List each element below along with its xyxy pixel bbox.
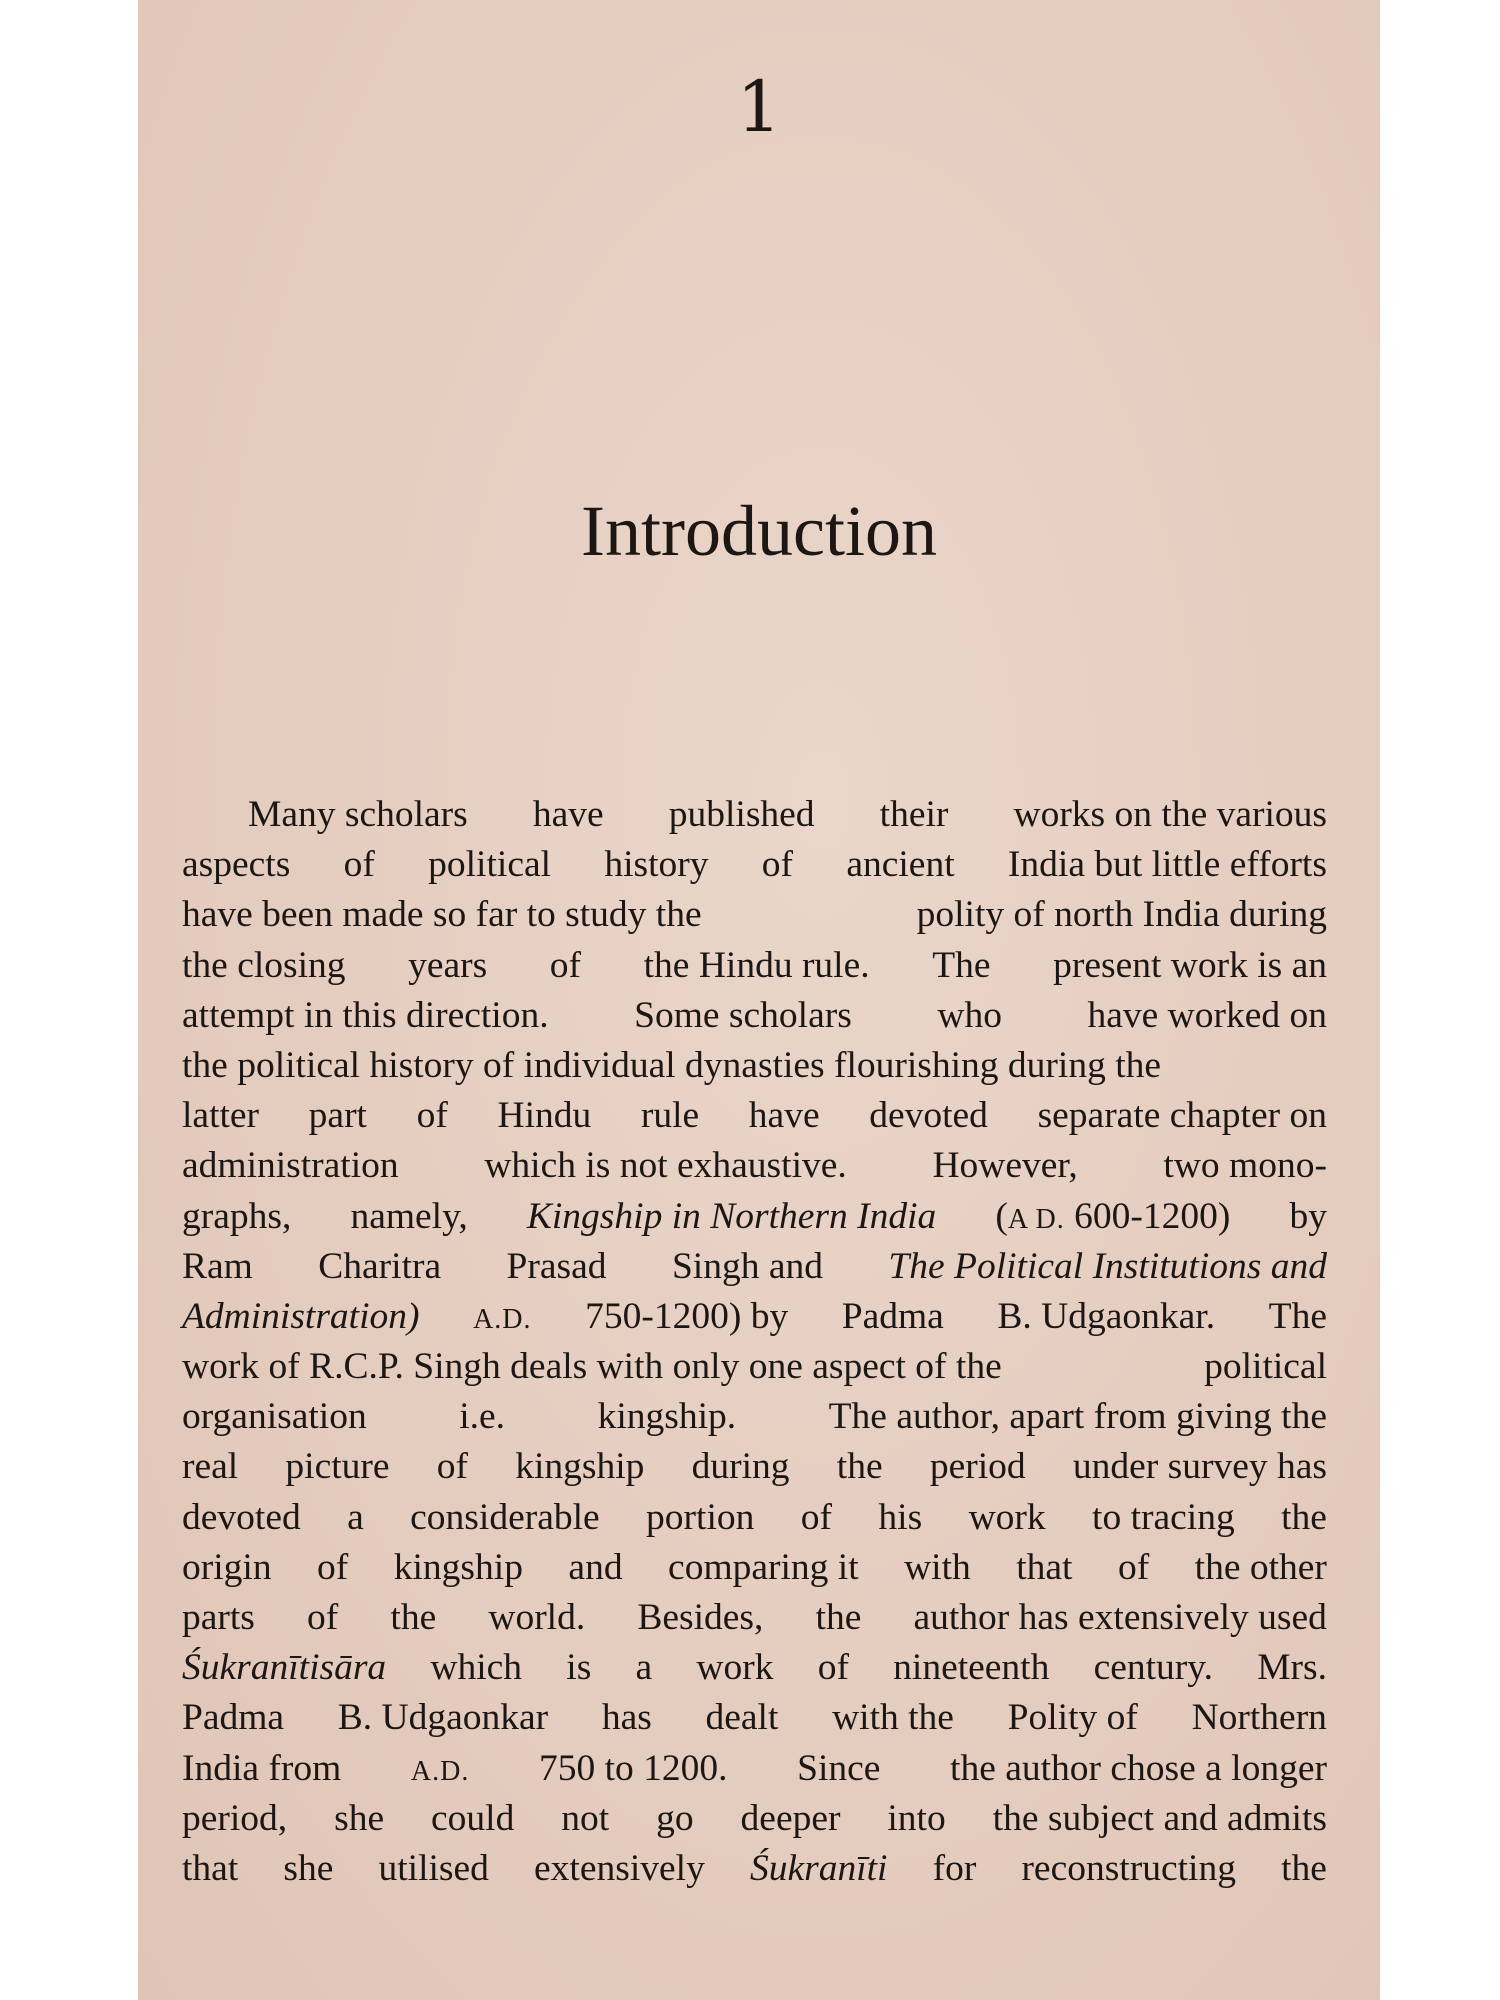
- word: the: [836, 1446, 883, 1488]
- word: not: [561, 1797, 610, 1839]
- word: B. Udgaonkar: [337, 1697, 549, 1739]
- word: present work is an: [1053, 944, 1327, 986]
- word: Prasad: [506, 1245, 607, 1287]
- word: the author chose a longer: [950, 1747, 1327, 1789]
- word: a: [635, 1647, 653, 1689]
- word: their: [879, 794, 949, 835]
- word: of: [307, 1597, 339, 1638]
- chapter-title: Introduction: [581, 491, 937, 571]
- word: Since: [797, 1747, 881, 1789]
- word: of: [416, 1095, 448, 1137]
- word: Padma: [182, 1697, 285, 1739]
- text-line: [182, 1242, 1327, 1292]
- word: the: [390, 1597, 437, 1638]
- word: The Political Institutions and: [888, 1245, 1327, 1287]
- word: However,: [932, 1145, 1078, 1187]
- word: deeper: [740, 1797, 841, 1839]
- word: during: [691, 1446, 790, 1488]
- word: that: [1016, 1546, 1073, 1588]
- word: political: [428, 844, 552, 886]
- text-line: [182, 1744, 1327, 1794]
- text-line: [182, 1643, 1327, 1693]
- word: organisation: [182, 1396, 367, 1438]
- word: graphs,: [182, 1195, 292, 1237]
- word: devoted: [869, 1095, 988, 1137]
- text-line: [182, 1693, 1327, 1743]
- text-line: [182, 991, 1327, 1041]
- word: Hindu: [497, 1095, 592, 1137]
- book-page: [138, 0, 1380, 2000]
- word: of: [317, 1546, 349, 1588]
- word: dealt: [705, 1697, 779, 1739]
- word: rule: [640, 1095, 700, 1137]
- word: the Hindu rule.: [643, 944, 870, 986]
- word: Polity of: [1007, 1697, 1138, 1739]
- word: that: [182, 1847, 239, 1889]
- word: period: [929, 1446, 1026, 1488]
- word: the subject and admits: [992, 1797, 1327, 1839]
- text-line: [182, 1292, 1327, 1342]
- word: attempt in this direction.: [182, 994, 549, 1036]
- word: she: [334, 1797, 385, 1839]
- word: Kingship in Northern India: [526, 1195, 937, 1237]
- word: real: [182, 1446, 239, 1488]
- word: of: [343, 844, 375, 886]
- word: administration: [182, 1145, 399, 1187]
- word: nineteenth: [893, 1647, 1050, 1689]
- word: is: [566, 1647, 592, 1689]
- text-line: [182, 941, 1327, 991]
- word: reconstructing: [1021, 1847, 1236, 1889]
- word: considerable: [410, 1496, 600, 1538]
- word: i.e.: [459, 1396, 506, 1438]
- word: India from: [182, 1747, 342, 1789]
- word: parts: [182, 1597, 255, 1638]
- word: kingship.: [597, 1396, 737, 1438]
- text-line: [182, 840, 1327, 890]
- word: origin: [182, 1546, 272, 1588]
- word: have worked on: [1087, 994, 1327, 1036]
- word: work of R.C.P. Singh deals with only one aspect of the: [182, 1346, 1002, 1388]
- word: work: [696, 1647, 774, 1689]
- text-line: [182, 1794, 1327, 1844]
- word: the political history of individual dynasties flourishing during the: [182, 1044, 1162, 1086]
- word: separate chapter on: [1037, 1095, 1327, 1137]
- word: years: [408, 944, 488, 986]
- word: into: [887, 1797, 946, 1839]
- word: The author, apart from giving the: [828, 1396, 1327, 1438]
- word: the: [1281, 1847, 1327, 1889]
- word: with: [904, 1546, 971, 1588]
- word: work: [968, 1496, 1046, 1538]
- word: portion: [646, 1496, 755, 1538]
- word: have been made so far to study the: [182, 894, 702, 936]
- word: part: [308, 1095, 367, 1137]
- word: Padma: [841, 1295, 944, 1337]
- word: A.D.: [473, 1303, 532, 1335]
- word: have: [532, 794, 604, 835]
- word: B. Udgaonkar.: [997, 1295, 1216, 1337]
- word: world.: [488, 1597, 586, 1638]
- word: which: [430, 1647, 523, 1689]
- word: who: [937, 994, 1002, 1036]
- text-line: [182, 790, 1327, 840]
- word: aspects: [182, 844, 291, 886]
- word: two mono-: [1163, 1145, 1327, 1187]
- word: by: [1289, 1195, 1327, 1237]
- word: century.: [1093, 1647, 1213, 1689]
- text-line: [182, 1392, 1327, 1442]
- word: of: [817, 1647, 849, 1689]
- text-line: [182, 1493, 1327, 1543]
- text-line: [182, 1442, 1327, 1492]
- word: his: [878, 1496, 923, 1538]
- word: Singh and: [671, 1245, 823, 1287]
- word: Śukranītisāra: [182, 1647, 387, 1689]
- word: Śukranīti: [749, 1847, 888, 1889]
- text-line: [182, 1091, 1327, 1141]
- word: Many scholars: [248, 794, 468, 835]
- word: 750-1200) by: [585, 1295, 789, 1337]
- word: namely,: [350, 1195, 468, 1237]
- word: the: [815, 1597, 862, 1638]
- word: she: [283, 1847, 334, 1889]
- word: have: [748, 1095, 820, 1137]
- text-line: [182, 1342, 1327, 1392]
- word: Besides,: [637, 1597, 764, 1638]
- text-line: [182, 1141, 1327, 1191]
- word: Mrs.: [1257, 1647, 1327, 1689]
- word: and: [568, 1546, 623, 1588]
- word: with the: [832, 1697, 954, 1739]
- word: for: [932, 1847, 977, 1889]
- word: to tracing: [1092, 1496, 1235, 1538]
- word: the: [1281, 1496, 1327, 1538]
- word: utilised: [378, 1847, 489, 1889]
- word: The: [1268, 1295, 1327, 1337]
- text-line: [182, 1543, 1327, 1593]
- word: could: [431, 1797, 515, 1839]
- word: ancient: [846, 844, 955, 886]
- text-line: [182, 1192, 1327, 1242]
- word: works on the various: [1013, 794, 1327, 835]
- word: Some scholars: [634, 994, 852, 1036]
- text-line: [182, 1041, 1327, 1091]
- chapter-number: 1: [736, 66, 782, 148]
- text-line: [182, 890, 1327, 940]
- word: Administration): [182, 1295, 420, 1337]
- word: period,: [182, 1797, 288, 1839]
- word: extensively: [534, 1847, 705, 1889]
- word: of: [549, 944, 582, 986]
- word: published: [668, 794, 815, 835]
- word: which is not exhaustive.: [484, 1145, 847, 1187]
- word: go: [656, 1797, 694, 1839]
- word: the other: [1194, 1546, 1327, 1588]
- word: comparing it: [668, 1546, 859, 1588]
- word: the closing: [182, 944, 346, 986]
- word: of: [436, 1446, 469, 1488]
- word: history: [604, 844, 709, 886]
- word: political: [1204, 1346, 1327, 1388]
- body-paragraph: [182, 790, 1327, 1894]
- word: picture: [285, 1446, 390, 1488]
- word: Northern: [1191, 1697, 1327, 1739]
- word: (A D. 600-1200): [995, 1195, 1231, 1237]
- word: a: [347, 1496, 364, 1538]
- text-line: [182, 1844, 1327, 1894]
- word: kingship: [515, 1446, 645, 1488]
- word: kingship: [393, 1546, 523, 1588]
- word: Charitra: [318, 1245, 442, 1287]
- word: has: [601, 1697, 652, 1739]
- word: The: [932, 944, 991, 986]
- word: India but little efforts: [1007, 844, 1327, 886]
- word: of: [761, 844, 794, 886]
- word: A.D.: [410, 1755, 470, 1787]
- word: 750 to 1200.: [538, 1747, 728, 1789]
- word: polity of north India during: [916, 894, 1327, 936]
- word: of: [1117, 1546, 1150, 1588]
- text-line: [182, 1593, 1327, 1643]
- word: latter: [182, 1095, 260, 1137]
- word: author has extensively used: [913, 1597, 1327, 1638]
- word: Ram: [182, 1245, 253, 1287]
- word: under survey has: [1072, 1446, 1327, 1488]
- word: devoted: [182, 1496, 301, 1538]
- word: of: [800, 1496, 833, 1538]
